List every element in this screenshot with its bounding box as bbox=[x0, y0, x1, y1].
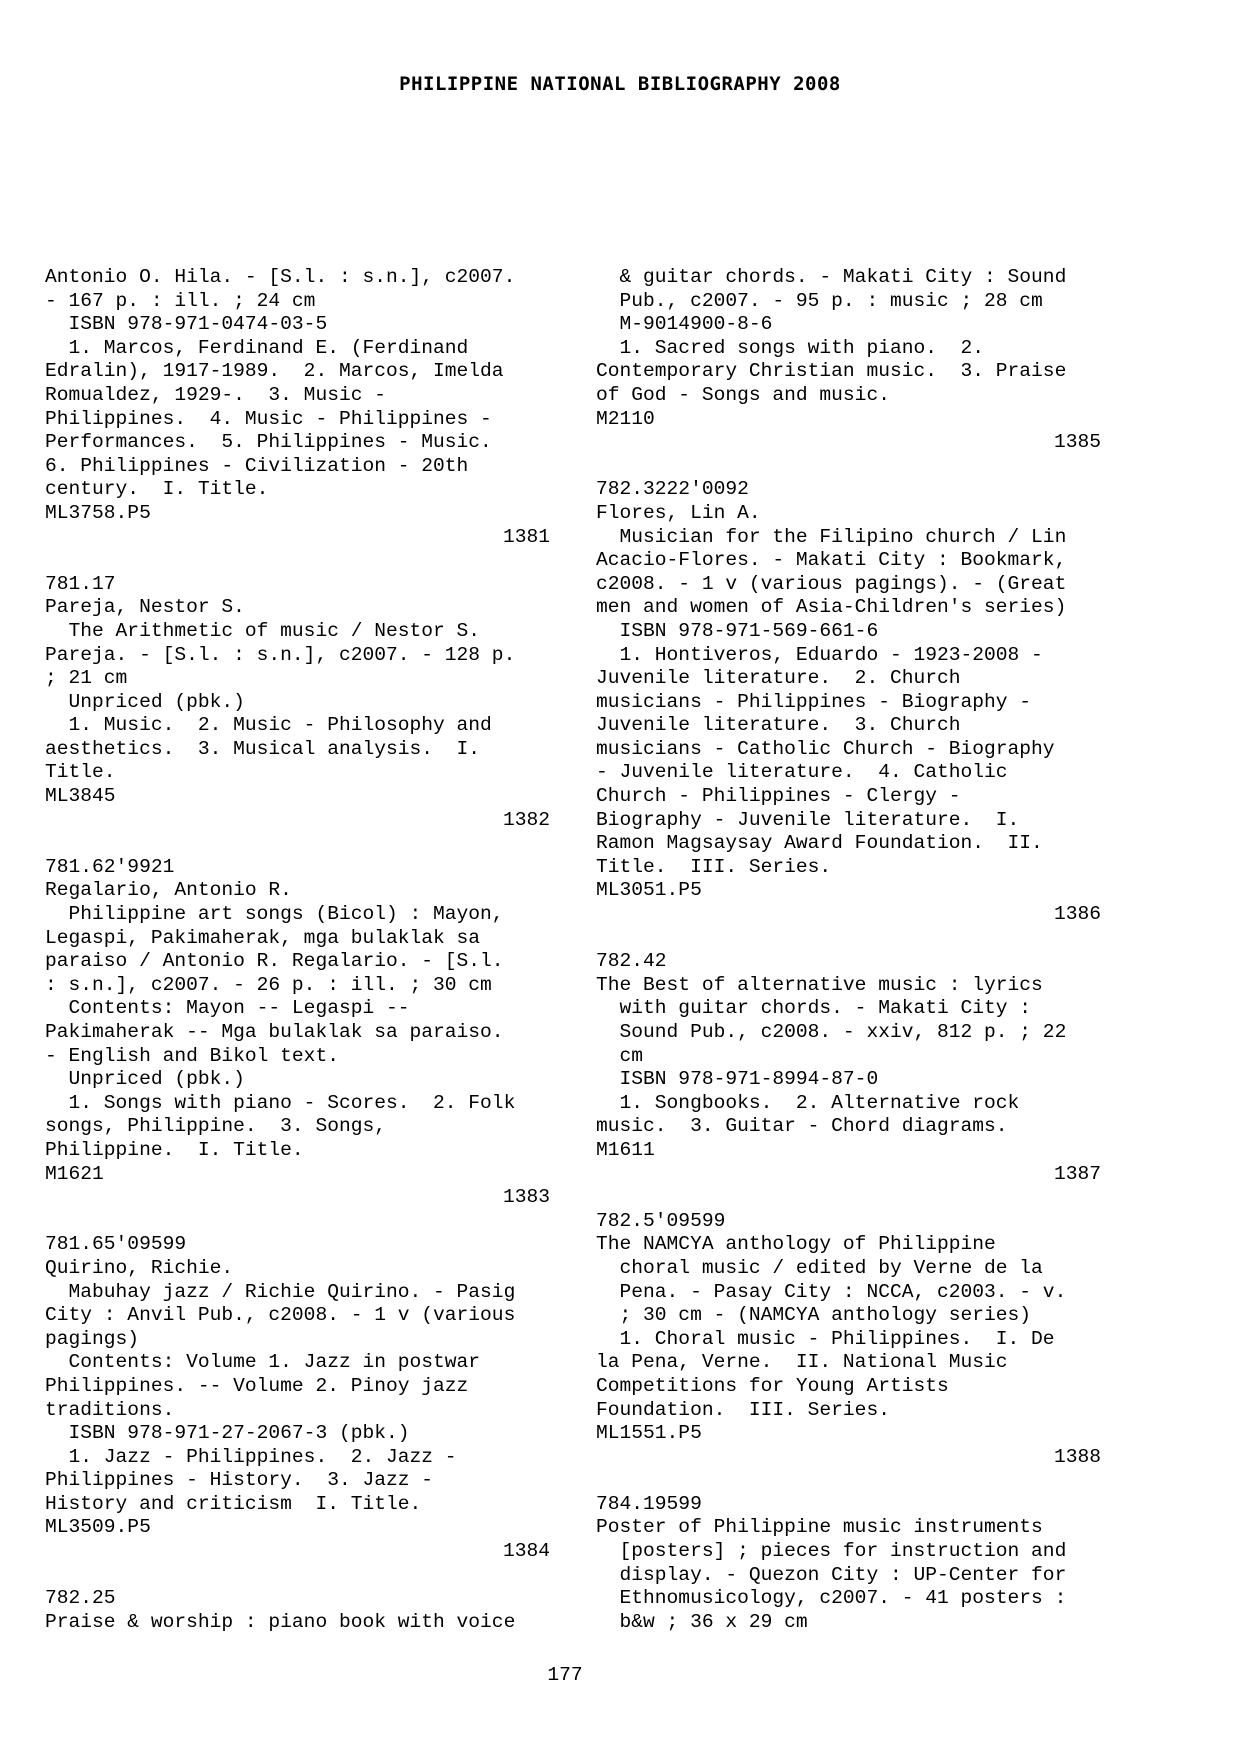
entry-line: 781.65'09599 bbox=[45, 1233, 187, 1256]
entry-line: cm bbox=[596, 1044, 644, 1067]
entry-line: Unpriced (pbk.) bbox=[45, 690, 245, 713]
left-column bbox=[45, 266, 550, 1634]
bibliography-entry bbox=[45, 1233, 550, 1563]
entry-line: ; 30 cm - (NAMCYA anthology series) bbox=[596, 1304, 1032, 1327]
entry-line: 782.25 bbox=[45, 1587, 116, 1610]
entry-line: Musician for the Filipino church / Lin bbox=[596, 525, 1067, 548]
entry-number: 1387 bbox=[1053, 1162, 1101, 1185]
entry-line: Antonio O. Hila. - [S.l. : s.n.], c2007. bbox=[45, 266, 516, 288]
entry-line: Ramon Magsaysay Award Foundation. II. bbox=[596, 832, 1043, 855]
entry-line: men and women of Asia-Children's series) bbox=[596, 596, 1067, 619]
entry-line: The Arithmetic of music / Nestor S. bbox=[45, 619, 481, 642]
entry-number: 1383 bbox=[502, 1186, 550, 1209]
entry-line: City : Anvil Pub., c2008. - 1 v (various bbox=[45, 1304, 516, 1327]
entry-line: Philippines. 4. Music - Philippines - bbox=[45, 407, 492, 430]
entry-spacer bbox=[596, 1469, 1101, 1493]
entry-line: 1. Songbooks. 2. Alternative rock bbox=[596, 1091, 1020, 1114]
bibliography-entry bbox=[596, 266, 1101, 455]
entry-line: Legaspi, Pakimaherak, mga bulaklak sa bbox=[45, 926, 481, 949]
entry-number: 1384 bbox=[502, 1540, 550, 1563]
page-header: PHILIPPINE NATIONAL BIBLIOGRAPHY 2008 bbox=[399, 73, 841, 95]
entry-line: Contemporary Christian music. 3. Praise bbox=[596, 360, 1067, 383]
entry-line: music. 3. Guitar - Chord diagrams. bbox=[596, 1115, 1008, 1138]
entry-line: Philippines. -- Volume 2. Pinoy jazz bbox=[45, 1374, 469, 1397]
entry-line: Biography - Juvenile literature. I. bbox=[596, 808, 1020, 831]
entry-line: Title. bbox=[45, 761, 116, 784]
entry-line: Contents: Mayon -- Legaspi -- bbox=[45, 997, 410, 1020]
entry-line: with guitar chords. - Makati City : bbox=[596, 997, 1032, 1020]
entry-line: 782.42 bbox=[596, 950, 667, 973]
entry-line: 784.19599 bbox=[596, 1492, 702, 1515]
entry-spacer bbox=[45, 549, 550, 573]
entry-line: c2008. - 1 v (various pagings). - (Great bbox=[596, 572, 1067, 595]
entry-line: Sound Pub., c2008. - xxiv, 812 p. ; 22 bbox=[596, 1021, 1067, 1043]
entry-number: 1385 bbox=[1053, 431, 1101, 454]
entry-line: Poster of Philippine music instruments bbox=[596, 1516, 1043, 1539]
entry-line: 1. Hontiveros, Eduardo - 1923-2008 - bbox=[596, 643, 1043, 666]
entry-line: 781.17 bbox=[45, 572, 116, 595]
entry-line: ML3758.P5 bbox=[45, 501, 151, 524]
entry-line: : s.n.], c2007. - 26 p. : ill. ; 30 cm bbox=[45, 973, 492, 996]
entry-line: ML3509.P5 bbox=[45, 1516, 151, 1539]
entry-line: ML3051.P5 bbox=[596, 879, 702, 902]
entry-line: Quirino, Richie. bbox=[45, 1256, 234, 1279]
entry-line: pagings) bbox=[45, 1327, 140, 1350]
entry-line: Romualdez, 1929-. 3. Music - bbox=[45, 383, 386, 406]
entry-line: musicians - Catholic Church - Biography bbox=[596, 737, 1055, 760]
entry-line: [posters] ; pieces for instruction and bbox=[596, 1540, 1067, 1563]
entry-line: display. - Quezon City : UP-Center for bbox=[596, 1563, 1067, 1586]
entry-line: Unpriced (pbk.) bbox=[45, 1068, 245, 1091]
entry-line: Foundation. III. Series. bbox=[596, 1398, 890, 1421]
entry-line: choral music / edited by Verne de la bbox=[596, 1256, 1043, 1279]
entry-line: - Juvenile literature. 4. Catholic bbox=[596, 761, 1008, 784]
entry-line: ISBN 978-971-569-661-6 bbox=[596, 619, 879, 642]
entry-line: Title. III. Series. bbox=[596, 855, 832, 878]
entry-line: Juvenile literature. 2. Church bbox=[596, 667, 961, 690]
entry-line: paraiso / Antonio R. Regalario. - [S.l. bbox=[45, 950, 504, 973]
bibliography-entry bbox=[45, 266, 550, 549]
entry-line: History and criticism I. Title. bbox=[45, 1492, 422, 1515]
entry-line: 1. Music. 2. Music - Philosophy and bbox=[45, 714, 492, 737]
bibliography-entry bbox=[596, 1210, 1101, 1470]
bibliography-entry bbox=[45, 573, 550, 833]
entry-line: 781.62'9921 bbox=[45, 855, 175, 878]
entry-line: Edralin), 1917-1989. 2. Marcos, Imelda bbox=[45, 360, 504, 383]
entry-line: Acacio-Flores. - Makati City : Bookmark, bbox=[596, 549, 1067, 572]
entry-line: Contents: Volume 1. Jazz in postwar bbox=[45, 1351, 481, 1374]
entry-line: ML3845 bbox=[45, 785, 116, 808]
entry-number: 1388 bbox=[1053, 1445, 1101, 1468]
entry-number: 1386 bbox=[1053, 903, 1101, 926]
entry-line: 1. Jazz - Philippines. 2. Jazz - bbox=[45, 1445, 457, 1468]
entry-line: 1. Songs with piano - Scores. 2. Folk bbox=[45, 1091, 516, 1114]
bibliography-entry bbox=[596, 478, 1101, 926]
entry-line: traditions. bbox=[45, 1398, 175, 1421]
entry-line: Church - Philippines - Clergy - bbox=[596, 785, 961, 808]
bibliography-entry bbox=[45, 1587, 550, 1634]
entry-line: Philippine. I. Title. bbox=[45, 1138, 304, 1161]
entry-spacer bbox=[45, 832, 550, 856]
entry-number: 1382 bbox=[502, 808, 550, 831]
entry-line: Flores, Lin A. bbox=[596, 501, 761, 524]
entry-line: The NAMCYA anthology of Philippine bbox=[596, 1233, 996, 1256]
entry-line: 1. Sacred songs with piano. 2. bbox=[596, 336, 985, 359]
entry-line: Performances. 5. Philippines - Music. bbox=[45, 431, 492, 454]
entry-line: 782.5'09599 bbox=[596, 1209, 726, 1232]
right-column bbox=[596, 266, 1101, 1634]
entry-line: musicians - Philippines - Biography - bbox=[596, 690, 1032, 713]
page-number: 177 bbox=[547, 1664, 583, 1686]
entry-line: ISBN 978-971-27-2067-3 (pbk.) bbox=[45, 1422, 410, 1445]
entry-line: Pakimaherak -- Mga bulaklak sa paraiso. bbox=[45, 1021, 504, 1043]
entry-spacer bbox=[45, 1210, 550, 1234]
entry-spacer bbox=[596, 1186, 1101, 1210]
entry-line: Philippines - History. 3. Jazz - bbox=[45, 1469, 434, 1492]
entry-line: M-9014900-8-6 bbox=[596, 313, 773, 336]
entry-line: ISBN 978-971-0474-03-5 bbox=[45, 313, 328, 336]
entry-line: - English and Bikol text. bbox=[45, 1044, 339, 1067]
entry-number: 1381 bbox=[502, 525, 550, 548]
entry-line: Regalario, Antonio R. bbox=[45, 879, 292, 902]
entry-line: century. I. Title. bbox=[45, 478, 269, 501]
entry-line: 782.3222'0092 bbox=[596, 478, 749, 501]
entry-line: 6. Philippines - Civilization - 20th bbox=[45, 454, 469, 477]
entry-line: Pareja, Nestor S. bbox=[45, 596, 245, 619]
bibliography-entry bbox=[596, 1493, 1101, 1635]
entry-spacer bbox=[596, 455, 1101, 479]
entry-line: songs, Philippine. 3. Songs, bbox=[45, 1115, 386, 1138]
entry-line: ML1551.P5 bbox=[596, 1422, 702, 1445]
entry-line: ISBN 978-971-8994-87-0 bbox=[596, 1068, 879, 1091]
entry-line: Pena. - Pasay City : NCCA, c2003. - v. bbox=[596, 1280, 1067, 1303]
entry-line: M2110 bbox=[596, 407, 655, 430]
entry-line: M1621 bbox=[45, 1162, 104, 1185]
entry-line: Mabuhay jazz / Richie Quirino. - Pasig bbox=[45, 1280, 516, 1303]
entry-line: la Pena, Verne. II. National Music bbox=[596, 1351, 1008, 1374]
entry-line: M1611 bbox=[596, 1138, 655, 1161]
entry-line: of God - Songs and music. bbox=[596, 383, 890, 406]
entry-line: ; 21 cm bbox=[45, 667, 128, 690]
entry-line: 1. Choral music - Philippines. I. De bbox=[596, 1327, 1055, 1350]
entry-line: The Best of alternative music : lyrics bbox=[596, 973, 1043, 996]
entry-line: Pareja. - [S.l. : s.n.], c2007. - 128 p. bbox=[45, 643, 516, 666]
entry-line: Philippine art songs (Bicol) : Mayon, bbox=[45, 903, 504, 926]
entry-line: Pub., c2007. - 95 p. : music ; 28 cm bbox=[596, 289, 1043, 312]
entry-line: aesthetics. 3. Musical analysis. I. bbox=[45, 737, 481, 760]
entry-line: Competitions for Young Artists bbox=[596, 1374, 949, 1397]
entry-line: Juvenile literature. 3. Church bbox=[596, 714, 961, 737]
entry-line: Ethnomusicology, c2007. - 41 posters : bbox=[596, 1587, 1067, 1610]
entry-line: - 167 p. : ill. ; 24 cm bbox=[45, 289, 316, 312]
entry-spacer bbox=[45, 1564, 550, 1588]
entry-line: & guitar chords. - Makati City : Sound bbox=[596, 266, 1067, 288]
bibliography-entry bbox=[596, 950, 1101, 1186]
entry-line: b&w ; 36 x 29 cm bbox=[596, 1610, 808, 1633]
entry-spacer bbox=[596, 927, 1101, 951]
bibliography-entry bbox=[45, 856, 550, 1210]
entry-line: 1. Marcos, Ferdinand E. (Ferdinand bbox=[45, 336, 469, 359]
entry-line: Praise & worship : piano book with voice bbox=[45, 1610, 516, 1633]
